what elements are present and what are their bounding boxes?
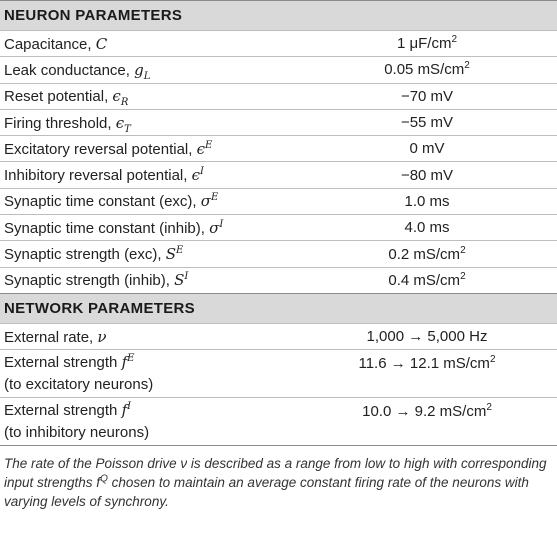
table-row [0,30,557,56]
table-row [0,188,557,214]
param-label: Excitatory reversal potential, $\epsilon^E$ [4,139,213,158]
table-row [0,323,557,349]
param-label: External rate, ν [4,327,107,346]
param-sublabel: (to inhibitory neurons) [4,424,150,442]
param-value: 4.0 ms [404,219,450,237]
table-row [0,135,557,161]
param-label: Synaptic time constant (inhib), $\sigma^I$ [4,218,224,237]
param-value: −55 mV [400,114,454,132]
table-row [0,349,557,397]
param-value: 0.4 $mS/cm^2$ [388,270,466,289]
table-row [0,240,557,266]
table-row [0,109,557,135]
param-value: −80 mV [400,166,454,184]
param-value: 11.6 → 12.1 $mS/cm^2$ [358,354,496,373]
table-caption: The rate of the Poisson drive ν is described as a range from low to high with corresponding input strengths $f^Q$ chosen to maintain an average constant firing rate of the neurons with varying levels of synchrony. [4,456,547,510]
param-label: Synaptic time constant (exc), $\sigma^E$ [4,192,219,211]
network-parameters-header: NETWORK PARAMETERS [0,293,557,323]
param-value: 10.0 → 9.2 $mS/cm^2$ [362,402,492,421]
param-value: 0.2 $mS/cm^2$ [388,244,466,263]
param-value: 0 mV [409,140,445,158]
table-row [0,56,557,82]
param-sublabel: (to excitatory neurons) [4,376,154,394]
param-label: External strength $f^I$ (to inhibitory neurons) [0,401,297,441]
table-row [0,83,557,109]
table-row [0,214,557,240]
param-label: Capacitance, C [4,34,108,53]
table-bottom-rule [0,445,557,446]
param-label: Inhibitory reversal potential, $\epsilon^I$ [4,166,204,185]
param-value: 1.0 ms [404,192,450,210]
param-value: 1 $\mu F/cm^2$ [396,34,458,53]
param-label: Leak conductance, $g_L$ [4,60,151,82]
table-row [0,267,557,293]
param-label: External strength $f^E$ (to excitatory neurons) [0,353,297,393]
param-label: Synaptic strength (inhib), $S^I$ [4,271,189,290]
param-label: Firing threshold, $\epsilon_T$ [4,113,131,135]
param-label: Reset potential, $\epsilon_R$ [4,87,129,109]
param-value: 1,000 → 5,000 Hz [366,328,488,346]
param-value: 0.05 $mS/cm^2$ [384,60,470,79]
neuron-parameters-header: NEURON PARAMETERS [0,0,557,30]
table-row [0,161,557,187]
param-value: −70 mV [400,87,454,105]
table-row [0,397,557,445]
param-label: Synaptic strength (exc), $S^E$ [4,245,184,264]
